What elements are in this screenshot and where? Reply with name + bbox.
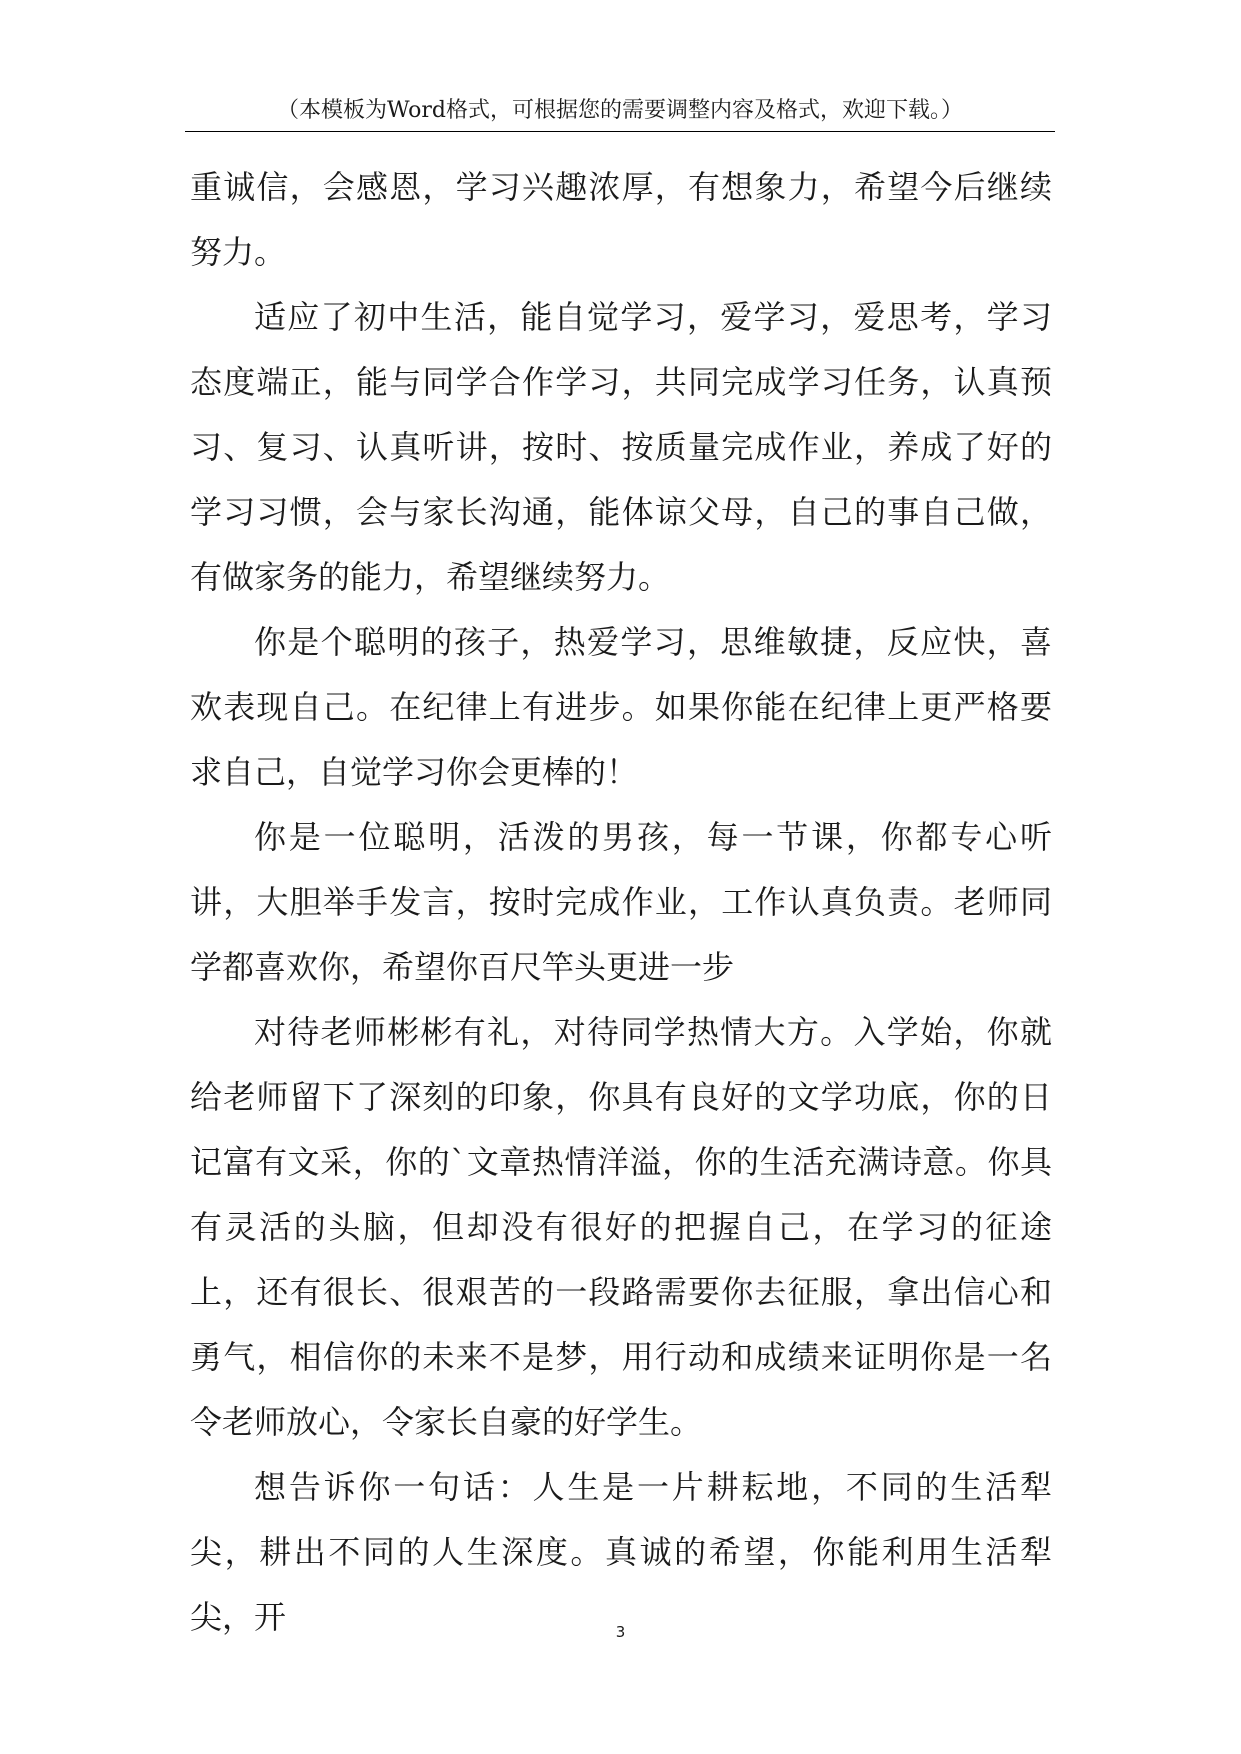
paragraph: 适应了初中生活，能自觉学习，爱学习，爱思考，学习态度端正，能与同学合作学习，共同完成学习任务，认真预习、复习、认真听讲，按时、按质量完成作业，养成了好的学习习惯，会与家长沟通，能体谅父母，自己的事自己做，有做家务的能力，希望继续努力。 — [190, 298, 1052, 596]
page-header: （本模板为Word格式，可根据您的需要调整内容及格式，欢迎下载。） — [277, 98, 963, 123]
paragraph: 对待老师彬彬有礼，对待同学热情大方。入学始，你就给老师留下了深刻的印象，你具有良好的文学功底，你的日记富有文采，你的`文章热情洋溢，你的生活充满诗意。你具有灵活的头脑，但却没有很好的把握自己，在学习的征途上，还有很长、很艰苦的一段路需要你去征服，拿出信心和勇气，相信你的未来不是梦，用行动和成绩来证明你是一名令老师放心，令家长自豪的好学生。 — [190, 1013, 1052, 1441]
document-body — [190, 155, 1052, 1650]
paragraph: 想告诉你一句话：人生是一片耕耘地，不同的生活犁尖，耕出不同的人生深度。真诚的希望，你能利用生活犁尖，开 — [190, 1468, 1052, 1636]
header-rule — [185, 131, 1055, 132]
paragraph-continued: 重诚信，会感恩，学习兴趣浓厚，有想象力，希望今后继续努力。 — [190, 168, 1052, 271]
paragraph: 你是个聪明的孩子，热爱学习，思维敏捷，反应快，喜欢表现自己。在纪律上有进步。如果你能在纪律上更严格要求自己，自觉学习你会更棒的！ — [190, 623, 1052, 791]
paragraph: 你是一位聪明，活泼的男孩，每一节课，你都专心听讲，大胆举手发言，按时完成作业，工作认真负责。老师同学都喜欢你，希望你百尺竿头更进一步 — [190, 818, 1052, 986]
page-number: 3 — [615, 1623, 626, 1641]
